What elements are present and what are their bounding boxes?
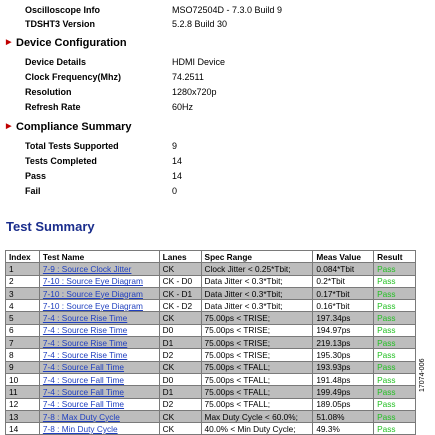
test-summary-title: Test Summary (6, 219, 95, 234)
result-cell: Pass (374, 300, 416, 312)
lanes-cell: CK (159, 263, 201, 275)
test-name-link[interactable]: 7-4 : Source Fall Time (39, 386, 159, 398)
column-header: Index (6, 251, 40, 263)
lanes-cell: CK (159, 361, 201, 373)
test-name-link[interactable]: 7-10 : Source Eye Diagram (39, 275, 159, 287)
table-row (6, 287, 416, 299)
table-row (6, 423, 416, 435)
table-row (6, 337, 416, 349)
lanes-cell: D0 (159, 324, 201, 336)
spec-range-cell: Data Jitter < 0.3*Tbit; (201, 287, 313, 299)
section-title: Compliance Summary (16, 121, 132, 133)
lanes-cell: CK - D1 (159, 287, 201, 299)
compliance-label: Pass (25, 171, 47, 181)
config-value: 60Hz (172, 102, 194, 112)
index-cell: 3 (6, 287, 40, 299)
spec-range-cell: 75.00ps < TRISE; (201, 312, 313, 324)
index-cell: 9 (6, 361, 40, 373)
spec-range-cell: 75.00ps < TRISE; (201, 324, 313, 336)
meas-value-cell: 0.2*Tbit (313, 275, 374, 287)
config-value: 1280x720p (172, 87, 217, 97)
table-row (6, 386, 416, 398)
meas-value-cell: 0.17*Tbit (313, 287, 374, 299)
index-cell: 1 (6, 263, 40, 275)
table-row (6, 398, 416, 410)
test-name-link[interactable]: 7-4 : Source Rise Time (39, 324, 159, 336)
meas-value-cell: 193.93ps (313, 361, 374, 373)
lanes-cell: CK (159, 312, 201, 324)
test-name-link[interactable]: 7-4 : Source Fall Time (39, 398, 159, 410)
config-label: Refresh Rate (25, 102, 81, 112)
test-name-link[interactable]: 7-4 : Source Fall Time (39, 373, 159, 385)
meas-value-cell: 194.97ps (313, 324, 374, 336)
test-name-link[interactable]: 7-8 : Max Duty Cycle (39, 410, 159, 422)
test-summary-table (5, 250, 416, 435)
lanes-cell: D1 (159, 337, 201, 349)
test-name-link[interactable]: 7-4 : Source Fall Time (39, 361, 159, 373)
meas-value-cell: 49.3% (313, 423, 374, 435)
spec-range-cell: Clock Jitter < 0.25*Tbit; (201, 263, 313, 275)
index-cell: 13 (6, 410, 40, 422)
meas-value-cell: 189.05ps (313, 398, 374, 410)
info-value: 5.2.8 Build 30 (172, 19, 228, 29)
spec-range-cell: Data Jitter < 0.3*Tbit; (201, 275, 313, 287)
column-header: Lanes (159, 251, 201, 263)
table-row (6, 275, 416, 287)
result-cell: Pass (374, 275, 416, 287)
index-cell: 10 (6, 373, 40, 385)
compliance-value: 9 (172, 141, 178, 151)
meas-value-cell: 0.16*Tbit (313, 300, 374, 312)
test-name-link[interactable]: 7-4 : Source Rise Time (39, 349, 159, 361)
spec-range-cell: Max Duty Cycle < 60.0%; (201, 410, 313, 422)
index-cell: 8 (6, 349, 40, 361)
compliance-value: 14 (172, 156, 183, 166)
compliance-value: 0 (172, 186, 178, 196)
compliance-label: Fail (25, 186, 41, 196)
table-row (6, 373, 416, 385)
column-header: Spec Range (201, 251, 313, 263)
info-label: TDSHT3 Version (25, 19, 96, 29)
test-name-link[interactable]: 7-4 : Source Rise Time (39, 337, 159, 349)
result-cell: Pass (374, 423, 416, 435)
spec-range-cell: 75.00ps < TFALL; (201, 373, 313, 385)
result-cell: Pass (374, 324, 416, 336)
spec-range-cell: 75.00ps < TRISE; (201, 337, 313, 349)
result-cell: Pass (374, 312, 416, 324)
result-cell: Pass (374, 386, 416, 398)
index-cell: 11 (6, 386, 40, 398)
spec-range-cell: 75.00ps < TFALL; (201, 398, 313, 410)
table-row (6, 324, 416, 336)
column-header: Meas Value (313, 251, 374, 263)
result-cell: Pass (374, 373, 416, 385)
meas-value-cell: 51.08% (313, 410, 374, 422)
index-cell: 5 (6, 312, 40, 324)
index-cell: 7 (6, 337, 40, 349)
compliance-value: 14 (172, 171, 183, 181)
section-compliance-summary (6, 121, 132, 133)
lanes-cell: CK (159, 410, 201, 422)
section-title: Device Configuration (16, 37, 127, 49)
index-cell: 12 (6, 398, 40, 410)
table-row (6, 349, 416, 361)
section-device-configuration (6, 37, 127, 49)
figure-id: 17074-006 (419, 358, 426, 392)
result-cell: Pass (374, 287, 416, 299)
meas-value-cell: 191.48ps (313, 373, 374, 385)
expand-arrow-icon[interactable]: ▶ (6, 39, 12, 46)
meas-value-cell: 195.30ps (313, 349, 374, 361)
lanes-cell: D1 (159, 386, 201, 398)
spec-range-cell: 75.00ps < TRISE; (201, 349, 313, 361)
lanes-cell: D0 (159, 373, 201, 385)
index-cell: 2 (6, 275, 40, 287)
index-cell: 4 (6, 300, 40, 312)
lanes-cell: D2 (159, 349, 201, 361)
result-cell: Pass (374, 337, 416, 349)
column-header: Result (374, 251, 416, 263)
spec-range-cell: Data Jitter < 0.3*Tbit; (201, 300, 313, 312)
test-name-link[interactable]: 7-8 : Min Duty Cycle (39, 423, 159, 435)
test-name-link[interactable]: 7-10 : Source Eye Diagram (39, 300, 159, 312)
result-cell: Pass (374, 349, 416, 361)
index-cell: 14 (6, 423, 40, 435)
index-cell: 6 (6, 324, 40, 336)
compliance-label: Total Tests Supported (25, 141, 119, 151)
info-label: Oscilloscope Info (25, 5, 101, 15)
spec-range-cell: 75.00ps < TFALL; (201, 386, 313, 398)
table-header-row (6, 251, 416, 263)
info-value: MSO72504D - 7.3.0 Build 9 (172, 5, 283, 15)
meas-value-cell: 0.084*Tbit (313, 263, 374, 275)
test-name-link[interactable]: 7-10 : Source Eye Diagram (39, 287, 159, 299)
table-row (6, 410, 416, 422)
table-row (6, 263, 416, 275)
column-header: Test Name (39, 251, 159, 263)
config-value: HDMI Device (172, 57, 226, 67)
spec-range-cell: 75.00ps < TFALL; (201, 361, 313, 373)
lanes-cell: CK - D0 (159, 275, 201, 287)
config-label: Clock Frequency(Mhz) (25, 72, 122, 82)
result-cell: Pass (374, 410, 416, 422)
meas-value-cell: 199.49ps (313, 386, 374, 398)
config-value: 74.2511 (172, 72, 204, 82)
table-row (6, 361, 416, 373)
test-name-link[interactable]: 7-9 : Source Clock Jitter (39, 263, 159, 275)
result-cell: Pass (374, 361, 416, 373)
config-label: Resolution (25, 87, 72, 97)
result-cell: Pass (374, 263, 416, 275)
lanes-cell: D2 (159, 398, 201, 410)
lanes-cell: CK - D2 (159, 300, 201, 312)
result-cell: Pass (374, 398, 416, 410)
test-name-link[interactable]: 7-4 : Source Rise Time (39, 312, 159, 324)
meas-value-cell: 219.13ps (313, 337, 374, 349)
config-label: Device Details (25, 57, 87, 67)
table-row (6, 300, 416, 312)
lanes-cell: CK (159, 423, 201, 435)
meas-value-cell: 197.34ps (313, 312, 374, 324)
expand-arrow-icon[interactable]: ▶ (6, 123, 12, 130)
spec-range-cell: 40.0% < Min Duty Cycle; (201, 423, 313, 435)
table-row (6, 312, 416, 324)
compliance-label: Tests Completed (25, 156, 97, 166)
